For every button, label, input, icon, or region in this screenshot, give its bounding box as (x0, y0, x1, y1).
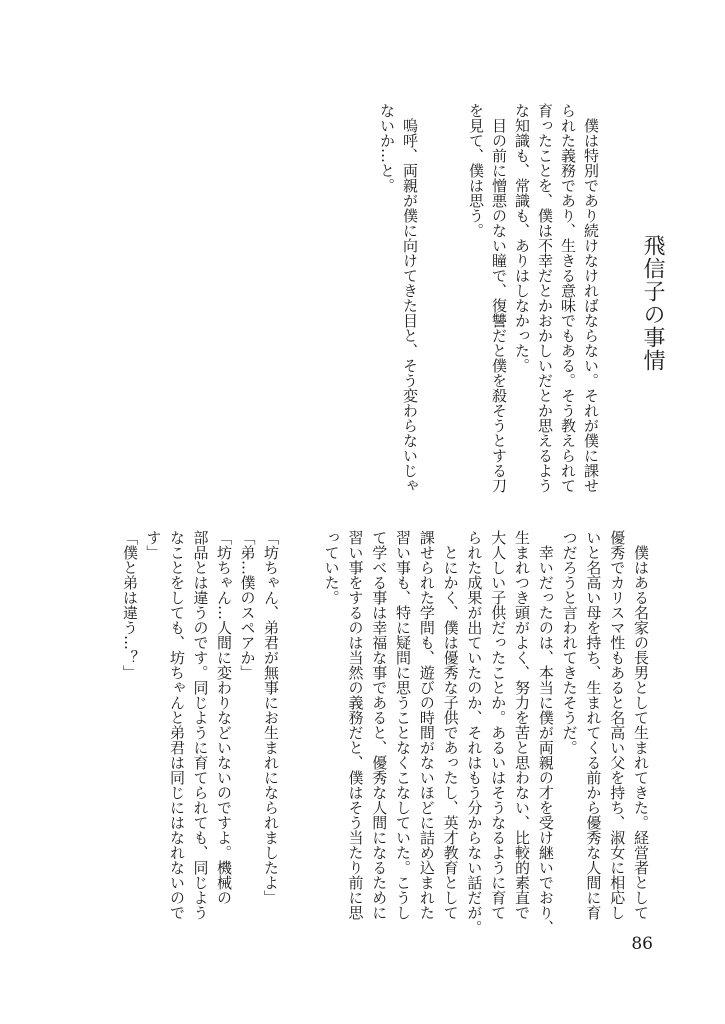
dialogue-column: 部品とは違うのです。同じように育てられても、同じよう (191, 530, 210, 920)
text-column: 僕はある名家の長男として生まれてきた。経営者として (632, 530, 650, 920)
dialogue-column: 「僕と弟は違う…？」 (121, 530, 139, 680)
upper-closing-paragraph (375, 103, 421, 493)
text-column: られた成果が出ていたのか、それはもう分からない話だが。 (465, 530, 484, 935)
text-column: 習い事も、特に疑問に思うことなくこなしていた。こうし (394, 530, 413, 920)
dialogue-column: 「坊ちゃん、弟君が無事にお生まれになられましたよ」 (262, 530, 280, 905)
text-column: 僕は特別であり続けなければならない。それが僕に課せ (582, 103, 600, 493)
text-column: 習い事をするのは当然の義務だと、僕はそう当たり前に思 (346, 530, 365, 920)
text-column: っていた。 (322, 530, 341, 605)
upper-paragraphs (464, 103, 602, 493)
dialogue-column: なことをしても、坊ちゃんと弟君は同じにはなれないので (168, 530, 186, 920)
dialogue-column: 「坊ちゃん…人間に変わりなどいないのですよ。機械の (215, 530, 233, 905)
text-column: な知識も、常識も、ありはしなかった。 (513, 103, 531, 373)
text-column: とにかく、僕は優秀な子供であったし、英才教育として (441, 530, 460, 920)
text-column: つだろうと言われてきたそうだ。 (560, 530, 579, 755)
text-column: いと名高い母を持ち、生まれてくる前から優秀な人間に育 (584, 530, 603, 920)
text-column: て学べる事は幸福な事であると、優秀な人間になるために (370, 530, 389, 920)
text-column: 優秀でカリスマ性もあると名高い父を持ち、淑女に相応し (608, 530, 627, 920)
text-column: 目の前に憎悪のない瞳で、復讐だと僕を殺そうとする刀 (490, 103, 508, 493)
text-column: 課せられた学問も、遊びの時間がないほどに詰め込まれた (417, 530, 436, 920)
dialogue-column: 「弟…僕のスペアか」 (238, 530, 257, 680)
chapter-title: 飛信子の事情 (640, 234, 665, 372)
text-column: 育ったことを、僕は不幸だとかおかしいだとか思えるよう (536, 103, 554, 493)
text-column: 大人しい子供だったことか。あるいはそうなるように育て (489, 530, 508, 920)
text-column: ないか…と。 (378, 103, 396, 193)
dialogue-column: す」 (144, 530, 163, 560)
text-column: 嗚呼、両親が僕に向けてきた目と、そう変わらないじゃ (401, 103, 419, 493)
lower-dialogue (118, 530, 283, 920)
text-column: 生まれつき頭がよく、努力を苦と思わない、比較的素直で (513, 530, 532, 920)
lower-narrative (319, 530, 652, 935)
text-column: を見て、僕は思う。 (467, 103, 485, 238)
text-column: 幸いだったのは、本当に僕が両親の才を受け継いでおり、 (536, 530, 555, 935)
text-column: られた義務であり、生きる意味でもある。そう教えられて (559, 103, 577, 493)
page-number: 86 (631, 934, 653, 954)
